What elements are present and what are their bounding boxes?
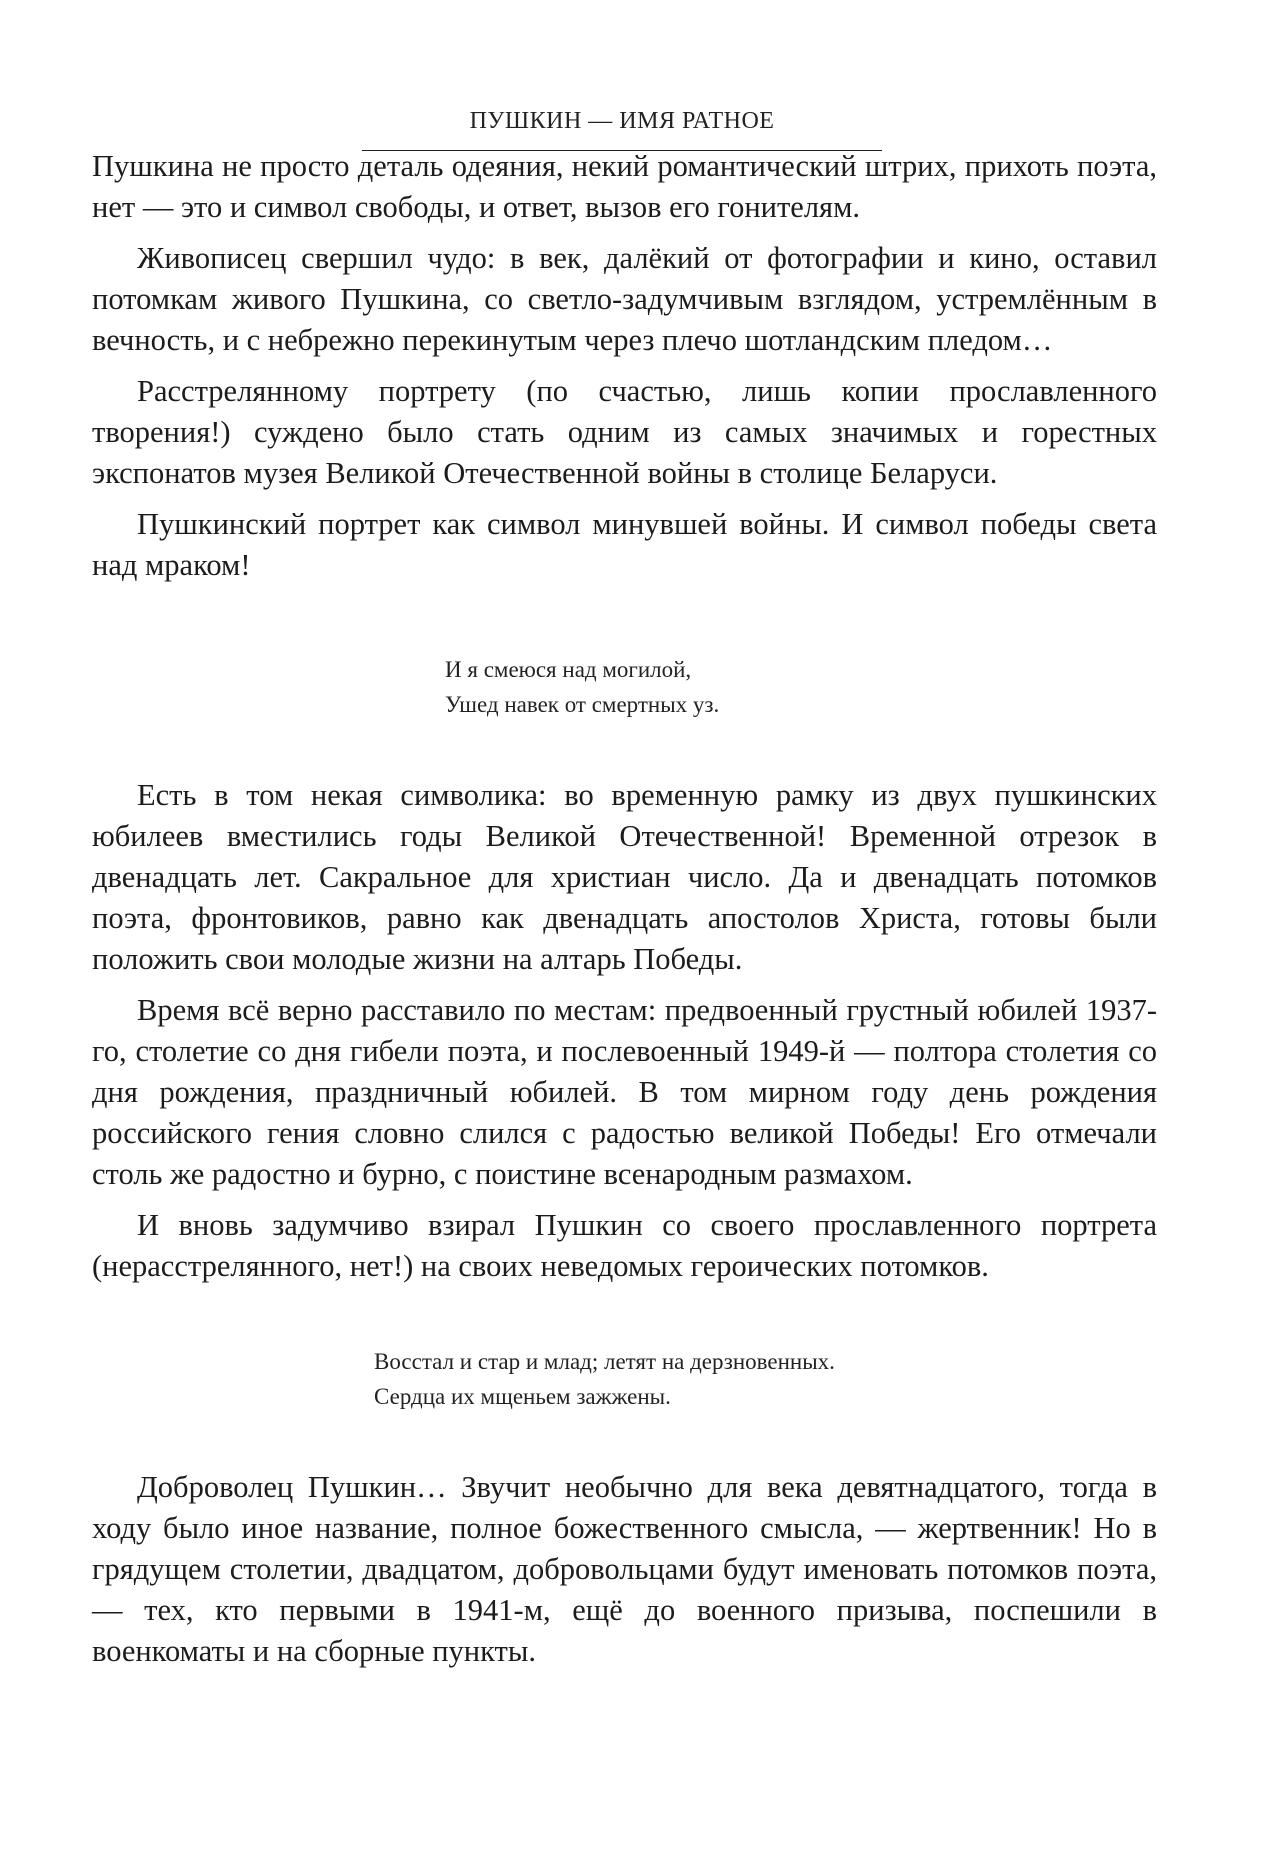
running-header-title: ПУШКИН — ИМЯ РАТНОЕ (469, 108, 775, 134)
paragraph: Время всё верно расставило по местам: предвоенный грустный юбилей 1937-го, столетие со дня гибели поэта, и послевоенный 1949-й — полтора столетия со дня рождения, праздничный юбилей. В том мирном году день рождения российского гения словно слился с радостью великой Победы! Его отмечали столь же радостно и бурно, с поистине всенародным размахом. (92, 993, 1157, 1191)
verse-epigraph-1 (445, 652, 719, 722)
paragraph: Пушкина не просто деталь одеяния, некий романтический штрих, прихоть поэта, нет — это и символ свободы, и ответ, вызов его гонителям. (92, 149, 1157, 224)
paragraph: Пушкинский портрет как символ минувшей войны. И символ победы света над мраком! (92, 507, 1157, 582)
text-block-2 (92, 775, 1157, 1297)
paragraph: И вновь задумчиво взирал Пушкин со своего прославленного портрета (нерасстрелянного, нет!) на своих неведомых героических потомков. (92, 1208, 1157, 1283)
paragraph: Есть в том некая символика: во временную рамку из двух пушкинских юбилеев вместились годы Великой Отечественной! Временной отрезок в двенадцать лет. Сакральное для христиан число. Да и двенадцать потомков поэта, фронтовиков, равно как двенадцать апостолов Христа, готовы были положить свои молодые жизни на алтарь Победы. (92, 778, 1157, 976)
text-block-1 (92, 146, 1157, 596)
verse-epigraph-2 (374, 1344, 835, 1414)
paragraph: Живописец свершил чудо: в век, далёкий от фотографии и кино, оставил потомкам живого Пушкина, со светло-задумчивым взглядом, устремлённым в вечность, и с небрежно перекинутым через плечо шотландским пледом… (92, 241, 1157, 357)
text-block-3 (92, 1467, 1157, 1682)
paragraph: Расстрелянному портрету (по счастью, лишь копии прославленного творения!) суждено было стать одним из самых значимых и горестных экспонатов музея Великой Отечественной войны в столице Беларуси. (92, 374, 1157, 490)
verse-line: Восстал и стар и млад; летят на дерзновенных. (374, 1349, 835, 1374)
verse-line: Ушед навек от смертных уз. (445, 692, 720, 717)
verse-line: И я смеюся над могилой, (445, 657, 692, 682)
verse-line: Сердца их мщеньем зажжены. (374, 1384, 671, 1409)
paragraph: Доброволец Пушкин… Звучит необычно для века девятнадцатого, тогда в ходу было иное название, полное божественного смысла, — жертвенник! Но в грядущем столетии, двадцатом, добровольцами будут именовать потомков поэта, — тех, кто первыми в 1941-м, ещё до военного призыва, поспешили в военкоматы и на сборные пункты. (92, 1470, 1157, 1668)
